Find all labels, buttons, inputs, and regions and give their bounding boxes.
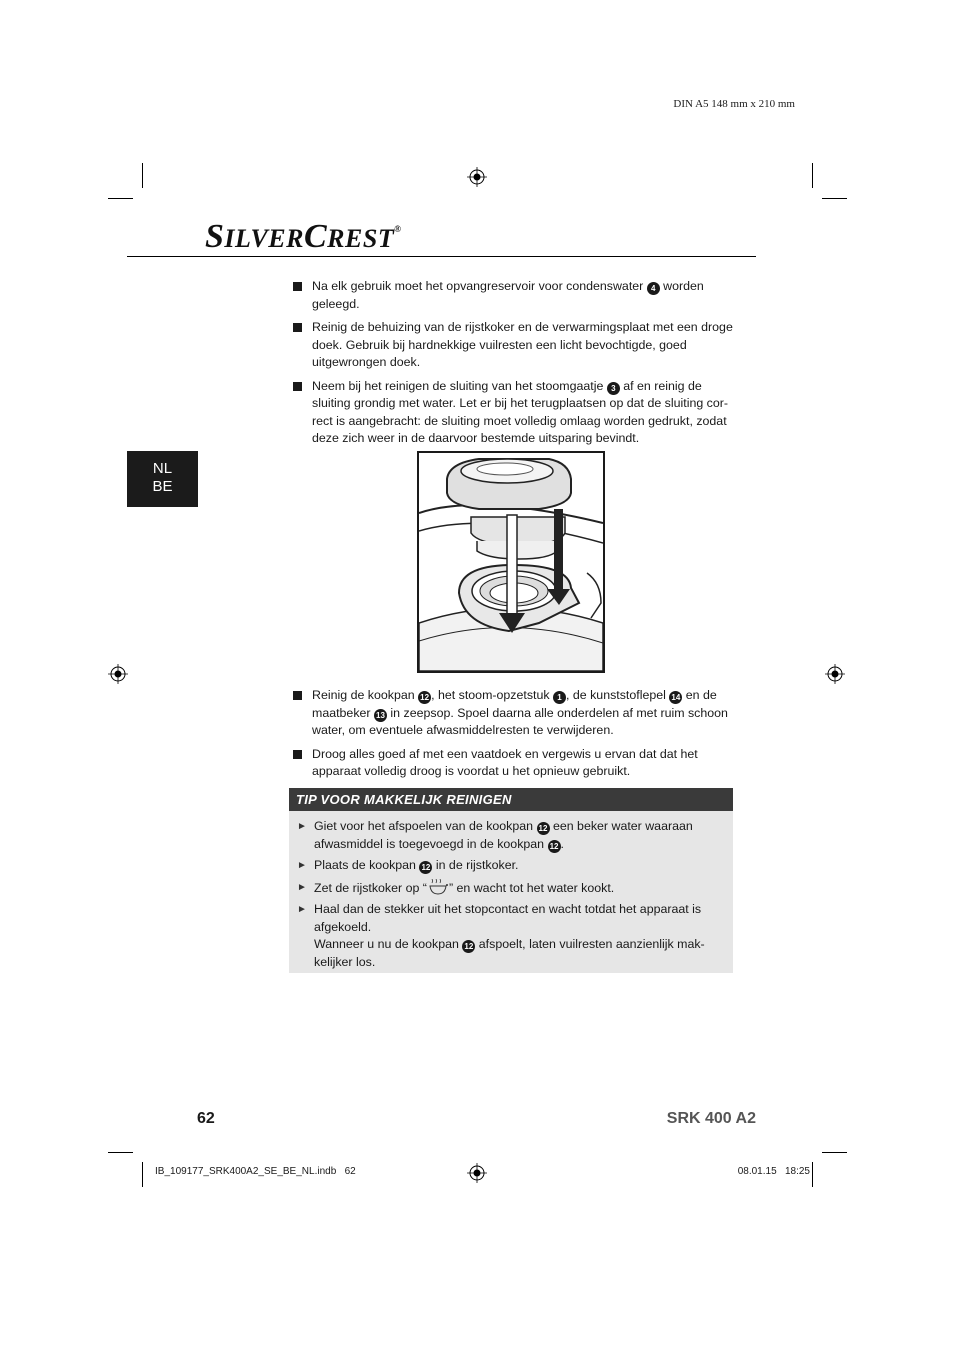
registration-mark-icon [825,664,845,684]
cooking-pot-steam-icon [427,879,449,895]
part-reference: 12 [419,861,432,874]
model-number: SRK 400 A2 [666,1110,756,1127]
crop-mark [142,163,143,188]
list-item: ► Haal dan de stekker uit het stopcontact en wacht totdat het apparaat is afgekoeld. Wanneer u nu de kookpan 12 afspoelt, laten vuilresten aanzienlijk mak-kelijker los. [297,902,705,969]
list-item: Reinig de kookpan 12 , het stoom-opzetstuk 1 , de kunststoflepel 14 en de maatbeker 13 in zeepsop. Spoel daarna alle onderdelen af met ruim schoon water, om eventuele afwasmiddelresten te verwijderen. [293,687,737,740]
list-item: ► Zet de rijstkoker op “ ” en wacht tot het water kookt. [297,880,615,895]
arrow-right-icon: ► [297,860,307,871]
crop-mark [822,1152,847,1153]
print-slug-file: IB_109177_SRK400A2_SE_BE_NL.indb 62 [155,1166,356,1177]
part-reference: 1 [553,691,566,704]
part-reference: 3 [607,382,620,395]
part-reference: 12 [537,822,550,835]
brand-logo: SILVERCREST® [205,218,402,255]
part-reference: 4 [647,282,660,295]
part-reference: 12 [548,840,561,853]
part-reference: 12 [418,691,431,704]
bullet-square-icon [293,282,302,291]
print-spec: DIN A5 148 mm x 210 mm [673,98,795,110]
list-item: Na elk gebruik moet het opvangreservoir voor condenswater 4 worden geleegd. [293,278,737,313]
crop-mark [108,198,133,199]
steam-valve-drawing [419,453,603,671]
list-item: Reinig de behuizing van de rijstkoker en de verwarmingsplaat met een droge doek. Gebruik bij hardnekkige vuilresten een licht bevochtigde, goed uitgewrongen doek. [293,319,737,372]
list-item: ► Plaats de kookpan 12 in de rijstkoker. [297,857,719,875]
list-item: Neem bij het reinigen de sluiting van het stoomgaatje 3 af en reinig de sluiting grondig met water. Let er bij het terugplaatsen op dat de sluiting cor-rect is aangebracht: de sluiting moet volledig omlaag worden gedrukt, zodat deze zich weer in de daarvoor bestemde uitsparing bevindt. [293,378,737,448]
list-item: ► Giet voor het afspoelen van de kookpan 12 een beker water waaraan afwasmiddel is toegevoegd in de kookpan 12 . [297,819,693,851]
crop-mark [822,198,847,199]
tip-box [289,811,733,973]
bullet-list-bottom [293,687,737,787]
list-item: Droog alles goed af met een vaatdoek en vergewis u ervan dat dat het apparaat volledig droog is voordat u het opnieuw gebruikt. [293,746,737,781]
bullet-square-icon [293,750,302,759]
arrow-right-icon: ► [297,904,307,915]
arrow-right-icon: ► [297,881,307,893]
bullet-square-icon [293,382,302,391]
steam-valve-illustration [417,451,605,673]
page-number: 62 [197,1110,215,1127]
crop-mark [142,1162,143,1187]
registration-mark-icon [108,664,128,684]
arrow-right-icon: ► [297,821,307,832]
crop-mark [108,1152,133,1153]
part-reference: 14 [669,691,682,704]
bullet-square-icon [293,323,302,332]
bullet-list-top [293,278,737,454]
registration-mark-icon [467,1163,487,1183]
registration-mark-icon [467,167,487,187]
language-tab: NL BE [127,451,198,507]
print-slug-date: 08.01.15 18:25 [737,1166,810,1177]
crop-mark [812,1162,813,1187]
header-rule [127,256,756,257]
part-reference: 12 [462,940,475,953]
tip-heading: TIP VOOR MAKKELIJK REINIGEN [289,788,733,811]
part-reference: 13 [374,709,387,722]
bullet-square-icon [293,691,302,700]
crop-mark [812,163,813,188]
